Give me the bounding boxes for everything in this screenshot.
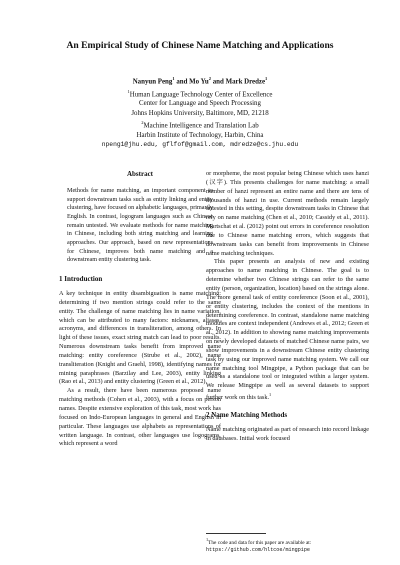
- affiliation-line: $^1$Human Language Technology Center of Excellence: [127, 88, 273, 98]
- abstract-body: [67, 187, 213, 265]
- right-column: [206, 170, 369, 444]
- author-affiliation-mark: 2: [208, 76, 211, 81]
- author-names: [20, 74, 380, 87]
- paragraph: A key technique in entity disambiguation is name matching: determining if two mention strings could refer to the same entity. The challenge of name matching lies in name variation, which can be attributed to many factors: nicknames, aliases, acronyms, and differences in transliteration, among others. In light of these issues, exact string match can lead to poor results. Numerous downstream tasks benefit from improved name matching: entity coreference (Strube et al., 2002), name transliteration (Knight and Graehl, 1998), identifying names for mining paraphrases (Barzilay and Lee, 2003), entity linking (Rao et al., 2013) and entity clustering (Green et al., 2012).: [59, 290, 221, 386]
- abstract-heading: Abstract: [126, 170, 154, 178]
- author-conjunction: and: [174, 78, 190, 86]
- author-name: Mo Yu: [189, 78, 209, 86]
- author-name: Nanyun Peng: [132, 78, 173, 86]
- abstract-text: Methods for name matching, an important component to support downstream tasks such as entity linking and entity clustering, have focused on alphabetic languages, primarily English. In contrast, logogram languages such as Chinese remain untested. We evaluate methods for name matching in Chinese, including both string matching and learning approaches. Our approach, based on new representations for Chinese, improves both name matching and a downstream entity clustering task.: [67, 187, 213, 264]
- paragraph: Name matching originated as part of research into record linkage in databases. Initial work focused: [206, 425, 369, 442]
- author-affiliation-mark: 1: [172, 76, 175, 81]
- footnote-marker: 1: [269, 392, 272, 398]
- footnote-url-link[interactable]: https://github.com/hltcoe/mingpipe: [206, 546, 310, 553]
- paper-title: An Empirical Study of Chinese Name Matching and Applications: [66, 40, 334, 51]
- author-emails: npeng1@jhu.edu, gflfof@gmail.com, mdredze@cs.jhu.edu: [101, 141, 299, 149]
- footnote-rule: [206, 533, 266, 534]
- affiliation-line: $^2$Machine Intelligence and Translation Lab: [141, 120, 259, 130]
- affiliation-line: Harbin Institute of Technology, Harbin, China: [136, 131, 264, 139]
- footnote-text: $^1$The code and data for this paper are available at:: [206, 537, 312, 546]
- author-name: Mark Dredze: [225, 78, 266, 86]
- author-affiliation-mark: 1: [265, 76, 268, 81]
- paragraph: This paper presents an analysis of new and existing approaches to name matching in Chinese. The goal is to determine whether two Chinese strings can refer to the same entity (person, organization, location) based on the strings alone. The more general task of entity coreference (Soon et al., 2001), or entity clustering, includes the context of the mentions in determining coreference. In contrast, standalone name matching modules are context independent (Andrews et al., 2012; Green et al., 2012). In addition to showing name matching improvements on newly developed datasets of matched Chinese name pairs, we show improvements in a downstream Chinese entity clustering task by using our improved name matching system. We call our name matching tool Mingpipe, a Python package that can be used as a standalone tool or integrated within a larger system. We release Mingpipe as well as several datasets to support further work on this task.$^1$: [206, 258, 369, 402]
- footnote: [206, 533, 369, 554]
- author-conjunction: and: [211, 78, 226, 86]
- affiliation-line: Johns Hopkins University, Baltimore, MD, 21218: [131, 109, 269, 117]
- section-heading-methods: 2 Name Matching Methods: [206, 411, 288, 420]
- affiliation-line: Center for Language and Speech Processing: [139, 100, 261, 108]
- section-heading-introduction: 1 Introduction: [59, 275, 103, 284]
- left-column: [59, 170, 221, 449]
- paragraph: or morpheme, the most popular being Chinese which uses hanzi (汉字). This presents challenges for name matching: a small number of hanzi represent an entire name and there are tens of thousands of hanzi in use. Current methods remain largely untested in this setting, despite downstream tasks in Chinese that rely on name matching (Chen et al., 2010; Cassidy et al., 2011). Martschat et al. (2012) point out errors in coreference resolution due to Chinese name matching errors, which suggests that downstream tasks can benefit from improvements in Chinese name matching techniques.: [206, 170, 369, 257]
- author-block: [20, 74, 380, 150]
- paragraph: As a result, there have been numerous proposed name matching methods (Cohen et al., 2003), with a focus on person names. Despite extensive exploration of this task, most work has focused on Indo-European languages in general and English in particular. These languages use alphabets as representations of written language. In contrast, other languages use logograms, which represent a word: [59, 387, 221, 448]
